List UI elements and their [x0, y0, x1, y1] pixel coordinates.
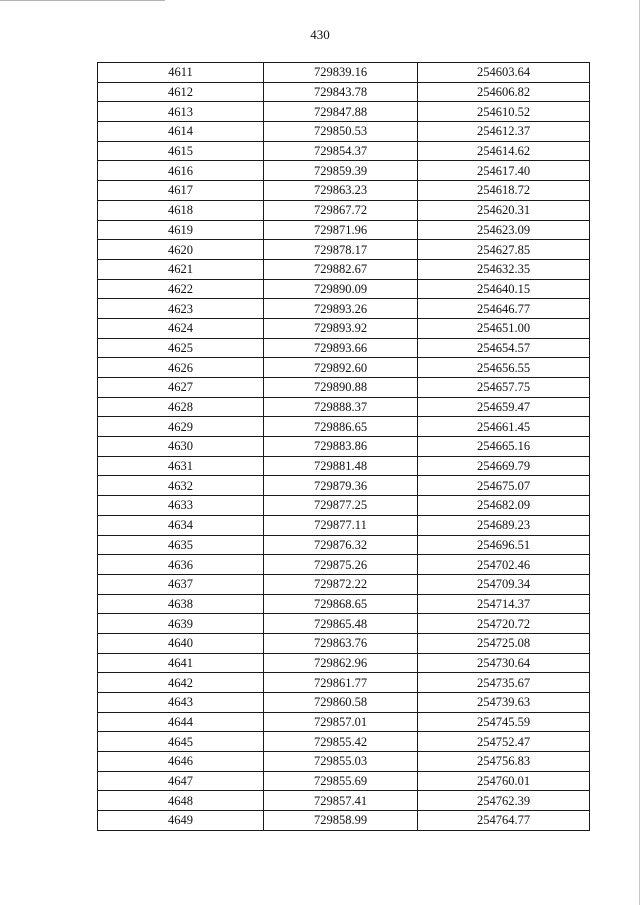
x-coordinate-cell: 729839.16 [264, 63, 418, 83]
y-coordinate-cell: 254627.85 [418, 240, 590, 260]
y-coordinate-cell: 254657.75 [418, 378, 590, 398]
y-coordinate-cell: 254669.79 [418, 456, 590, 476]
point-number-cell: 4639 [98, 614, 264, 634]
table-row [98, 535, 590, 555]
point-number-cell: 4631 [98, 456, 264, 476]
point-number-cell: 4633 [98, 496, 264, 516]
point-number-cell: 4630 [98, 437, 264, 457]
x-coordinate-cell: 729879.36 [264, 476, 418, 496]
scan-edge-top [0, 0, 165, 1]
point-number-cell: 4622 [98, 279, 264, 299]
point-number-cell: 4615 [98, 141, 264, 161]
table-row [98, 417, 590, 437]
y-coordinate-cell: 254654.57 [418, 338, 590, 358]
table-row [98, 279, 590, 299]
point-number-cell: 4616 [98, 161, 264, 181]
point-number-cell: 4643 [98, 693, 264, 713]
y-coordinate-cell: 254614.62 [418, 141, 590, 161]
x-coordinate-cell: 729877.25 [264, 496, 418, 516]
point-number-cell: 4644 [98, 712, 264, 732]
table-row [98, 752, 590, 772]
point-number-cell: 4648 [98, 791, 264, 811]
x-coordinate-cell: 729893.66 [264, 338, 418, 358]
table-row [98, 653, 590, 673]
table-row [98, 318, 590, 338]
x-coordinate-cell: 729886.65 [264, 417, 418, 437]
y-coordinate-cell: 254617.40 [418, 161, 590, 181]
point-number-cell: 4619 [98, 220, 264, 240]
y-coordinate-cell: 254762.39 [418, 791, 590, 811]
y-coordinate-cell: 254756.83 [418, 752, 590, 772]
x-coordinate-cell: 729860.58 [264, 693, 418, 713]
point-number-cell: 4634 [98, 515, 264, 535]
y-coordinate-cell: 254612.37 [418, 122, 590, 142]
point-number-cell: 4629 [98, 417, 264, 437]
x-coordinate-cell: 729875.26 [264, 555, 418, 575]
table-row [98, 397, 590, 417]
table-row [98, 102, 590, 122]
table-row [98, 220, 590, 240]
x-coordinate-cell: 729855.03 [264, 752, 418, 772]
table-row [98, 378, 590, 398]
x-coordinate-cell: 729878.17 [264, 240, 418, 260]
y-coordinate-cell: 254709.34 [418, 574, 590, 594]
table-row [98, 771, 590, 791]
table-row [98, 693, 590, 713]
x-coordinate-cell: 729893.92 [264, 318, 418, 338]
y-coordinate-cell: 254760.01 [418, 771, 590, 791]
point-number-cell: 4623 [98, 299, 264, 319]
point-number-cell: 4642 [98, 673, 264, 693]
table-row [98, 181, 590, 201]
x-coordinate-cell: 729857.41 [264, 791, 418, 811]
table-row [98, 515, 590, 535]
table-row [98, 633, 590, 653]
point-number-cell: 4627 [98, 378, 264, 398]
y-coordinate-cell: 254620.31 [418, 200, 590, 220]
x-coordinate-cell: 729847.88 [264, 102, 418, 122]
y-coordinate-cell: 254689.23 [418, 515, 590, 535]
y-coordinate-cell: 254739.63 [418, 693, 590, 713]
x-coordinate-cell: 729858.99 [264, 811, 418, 831]
x-coordinate-cell: 729859.39 [264, 161, 418, 181]
table-row [98, 732, 590, 752]
table-row [98, 338, 590, 358]
x-coordinate-cell: 729862.96 [264, 653, 418, 673]
y-coordinate-cell: 254725.08 [418, 633, 590, 653]
table-row [98, 358, 590, 378]
x-coordinate-cell: 729850.53 [264, 122, 418, 142]
point-number-cell: 4635 [98, 535, 264, 555]
y-coordinate-cell: 254764.77 [418, 811, 590, 831]
table-row [98, 476, 590, 496]
y-coordinate-cell: 254675.07 [418, 476, 590, 496]
x-coordinate-cell: 729876.32 [264, 535, 418, 555]
table-row [98, 811, 590, 831]
page-number: 430 [310, 27, 330, 42]
point-number-cell: 4632 [98, 476, 264, 496]
table-row [98, 791, 590, 811]
x-coordinate-cell: 729868.65 [264, 594, 418, 614]
x-coordinate-cell: 729893.26 [264, 299, 418, 319]
y-coordinate-cell: 254606.82 [418, 82, 590, 102]
y-coordinate-cell: 254696.51 [418, 535, 590, 555]
point-number-cell: 4645 [98, 732, 264, 752]
point-number-cell: 4647 [98, 771, 264, 791]
y-coordinate-cell: 254632.35 [418, 259, 590, 279]
point-number-cell: 4640 [98, 633, 264, 653]
table-row [98, 456, 590, 476]
table-row [98, 496, 590, 516]
point-number-cell: 4637 [98, 574, 264, 594]
y-coordinate-cell: 254714.37 [418, 594, 590, 614]
table-row [98, 161, 590, 181]
point-number-cell: 4620 [98, 240, 264, 260]
point-number-cell: 4626 [98, 358, 264, 378]
y-coordinate-cell: 254651.00 [418, 318, 590, 338]
x-coordinate-cell: 729892.60 [264, 358, 418, 378]
point-number-cell: 4613 [98, 102, 264, 122]
x-coordinate-cell: 729867.72 [264, 200, 418, 220]
x-coordinate-cell: 729863.76 [264, 633, 418, 653]
table-row [98, 555, 590, 575]
table-row [98, 594, 590, 614]
table-row [98, 240, 590, 260]
y-coordinate-cell: 254610.52 [418, 102, 590, 122]
x-coordinate-cell: 729871.96 [264, 220, 418, 240]
x-coordinate-cell: 729872.22 [264, 574, 418, 594]
table-row [98, 259, 590, 279]
table-row [98, 200, 590, 220]
table-row [98, 614, 590, 634]
y-coordinate-cell: 254646.77 [418, 299, 590, 319]
point-number-cell: 4612 [98, 82, 264, 102]
table-row [98, 63, 590, 83]
y-coordinate-cell: 254665.16 [418, 437, 590, 457]
x-coordinate-cell: 729865.48 [264, 614, 418, 634]
table-row [98, 82, 590, 102]
point-number-cell: 4636 [98, 555, 264, 575]
y-coordinate-cell: 254735.67 [418, 673, 590, 693]
x-coordinate-cell: 729855.69 [264, 771, 418, 791]
point-number-cell: 4646 [98, 752, 264, 772]
point-number-cell: 4617 [98, 181, 264, 201]
y-coordinate-cell: 254623.09 [418, 220, 590, 240]
y-coordinate-cell: 254640.15 [418, 279, 590, 299]
x-coordinate-cell: 729861.77 [264, 673, 418, 693]
point-number-cell: 4618 [98, 200, 264, 220]
x-coordinate-cell: 729877.11 [264, 515, 418, 535]
x-coordinate-cell: 729890.09 [264, 279, 418, 299]
y-coordinate-cell: 254682.09 [418, 496, 590, 516]
y-coordinate-cell: 254659.47 [418, 397, 590, 417]
y-coordinate-cell: 254702.46 [418, 555, 590, 575]
x-coordinate-cell: 729890.88 [264, 378, 418, 398]
x-coordinate-cell: 729854.37 [264, 141, 418, 161]
x-coordinate-cell: 729882.67 [264, 259, 418, 279]
point-number-cell: 4611 [98, 63, 264, 83]
table-row [98, 299, 590, 319]
x-coordinate-cell: 729863.23 [264, 181, 418, 201]
x-coordinate-cell: 729888.37 [264, 397, 418, 417]
x-coordinate-cell: 729857.01 [264, 712, 418, 732]
y-coordinate-cell: 254603.64 [418, 63, 590, 83]
x-coordinate-cell: 729855.42 [264, 732, 418, 752]
point-number-cell: 4621 [98, 259, 264, 279]
y-coordinate-cell: 254730.64 [418, 653, 590, 673]
table-row [98, 712, 590, 732]
x-coordinate-cell: 729883.86 [264, 437, 418, 457]
y-coordinate-cell: 254720.72 [418, 614, 590, 634]
point-number-cell: 4614 [98, 122, 264, 142]
point-number-cell: 4628 [98, 397, 264, 417]
table-row [98, 122, 590, 142]
y-coordinate-cell: 254745.59 [418, 712, 590, 732]
x-coordinate-cell: 729843.78 [264, 82, 418, 102]
y-coordinate-cell: 254618.72 [418, 181, 590, 201]
table-row [98, 574, 590, 594]
point-number-cell: 4649 [98, 811, 264, 831]
x-coordinate-cell: 729881.48 [264, 456, 418, 476]
table-row [98, 437, 590, 457]
y-coordinate-cell: 254656.55 [418, 358, 590, 378]
table-row [98, 141, 590, 161]
point-number-cell: 4641 [98, 653, 264, 673]
point-number-cell: 4625 [98, 338, 264, 358]
y-coordinate-cell: 254661.45 [418, 417, 590, 437]
point-number-cell: 4624 [98, 318, 264, 338]
table-row [98, 673, 590, 693]
coordinates-table-body [98, 63, 590, 831]
point-number-cell: 4638 [98, 594, 264, 614]
coordinates-table [97, 62, 590, 831]
y-coordinate-cell: 254752.47 [418, 732, 590, 752]
